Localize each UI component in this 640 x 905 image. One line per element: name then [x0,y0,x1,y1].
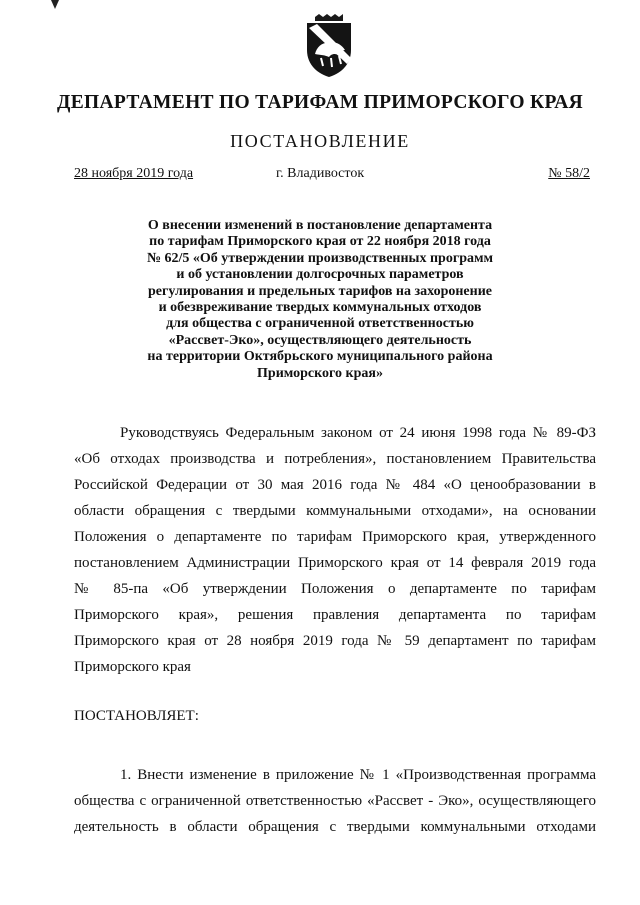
preamble-line: Приморского края от 28 ноября 2019 года № 59 департамент по тарифам [74,633,596,649]
subject-line: и обезвреживание твердых коммунальных отходов [158,300,482,316]
preamble-line: Руководствуясь Федеральным законом от 24 июня 1998 года № 89-ФЗ [120,425,596,441]
subject-line: «Рассвет-Эко», осуществляющего деятельность [168,332,472,348]
subject-line: № 62/5 «Об утверждении производственных программ [146,250,494,266]
preamble-line: № 85-па «Об утверждении Положения о департаменте по тарифам [74,581,596,597]
preamble-paragraph [74,420,596,680]
document-type: ПОСТАНОВЛЕНИЕ [230,131,410,151]
document-city: г. Владивосток [276,166,365,181]
preamble-line: области обращения с твердыми коммунальными отходами», на основании [74,503,596,519]
subject-line: по тарифам Приморского края от 22 ноября 2018 года [149,234,491,250]
corner-mark-icon [50,0,60,10]
subject-line: для общества с ограниченной ответственностью [166,316,474,332]
item-line: общества с ограниченной ответственностью «Рассвет - Эко», осуществляющего [74,793,596,809]
preamble-line: «Об отходах производства и потребления», постановлением Правительства [74,451,596,467]
document-number: № 58/2 [548,166,590,181]
item-line: деятельность в области обращения с твердыми коммунальными отходами [74,819,596,835]
preamble-line: постановлением Администрации Приморского края от 14 февраля 2019 года [74,555,596,571]
item-line: 1. Внести изменение в приложение № 1 «Производственная программа [120,767,596,783]
preamble-line: Российской Федерации от 30 мая 2016 года № 484 «О ценообразовании в [74,477,596,493]
document-subject [80,218,560,382]
subject-line: Приморского края» [257,365,383,381]
document-date: 28 ноября 2019 года [74,166,194,181]
subject-line: на территории Октябрьского муниципального района [147,349,493,365]
subject-line: регулирования и предельных тарифов на захоронение [147,283,492,299]
department-title: ДЕПАРТАМЕНТ ПО ТАРИФАМ ПРИМОРСКОГО КРАЯ [57,92,583,113]
decree-word: ПОСТАНОВЛЯЕТ: [74,708,199,724]
preamble-line: Приморского края», решения правления департамента по тарифам [74,607,596,623]
coat-of-arms-icon [301,14,357,78]
subject-line: О внесении изменений в постановление департамента [147,218,493,233]
subject-line: и об установлении долгосрочных параметров [176,267,464,283]
preamble-line: Приморского края [74,659,191,675]
item-1-paragraph [74,762,596,840]
preamble-line: Положения о департаменте по тарифам Приморского края, утвержденного [74,529,596,545]
